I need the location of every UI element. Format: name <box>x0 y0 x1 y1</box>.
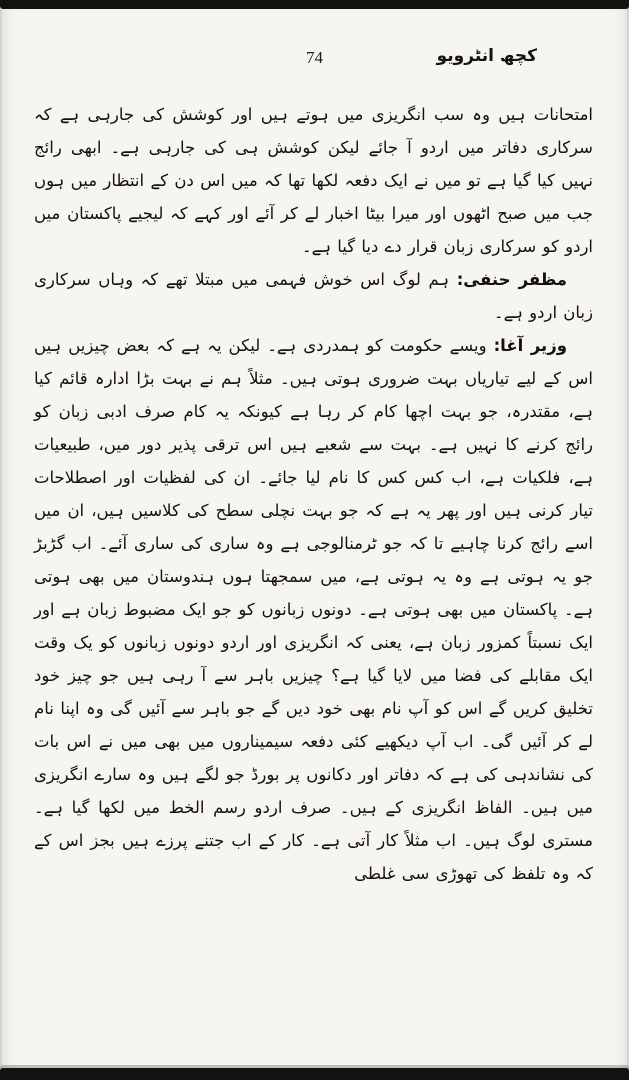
paragraph <box>34 263 593 329</box>
paragraph-text: امتحانات ہیں وہ سب انگریزی میں ہوتے ہیں اور کوشش کی جارہی ہے کہ سرکاری دفاتر میں اردو آ جائے لیکن کوشش ہی کی جارہی ہے۔ ابھی رائج نہیں کیا گیا ہے تو میں نے ایک دفعہ لکھا تھا کہ میں اس دن کے انتظار میں ہوں جب میں صبح اٹھوں اور میرا بیٹا اخبار لے کر آئے اور کہے کہ لیجیے پاکستان میں اردو کو سرکاری زبان قرار دے دیا گیا ہے۔ <box>34 105 593 256</box>
speaker-name: وزیر آغا: <box>493 336 567 355</box>
scan-edge-bottom <box>0 1068 629 1080</box>
book-title-urdu: کچھ انٹرویو <box>436 46 537 66</box>
paragraph-text: ویسے حکومت کو ہمدردی ہے۔ لیکن یہ ہے کہ بعض چیزیں ہیں اس کے لیے تیاریاں بہت ضروری ہوتی ہیں۔ مثلاً ہم نے بہت بڑا ادارہ قائم کیا ہے، مقتدرہ، جو بہت اچھا کام کر رہا ہے کیونکہ یہ کام صرف ادبی زبان کو رائج کرنے کا نہیں ہے۔ بہت سے شعبے ہیں اس ترقی پذیر دور میں، طبیعیات ہے، فلکیات ہے، اب کس کس کا نام لیا جائے۔ ان کی لفظیات اور اصطلاحات تیار کرنی ہیں اور پھر یہ ہے کہ جو بہت نچلی سطح کی کلاسیں ہیں، ان میں اسے رائج کرنا چاہیے تا کہ جو ٹرمنالوجی ہے وہ ساری کی ساری آئے۔ اب گڑبڑ جو یہ ہوتی ہے وہ یہ ہوتی ہے، میں سمجھتا ہوں ہندوستان میں بھی ہوتی ہے۔ پاکستان میں بھی ہوتی ہے۔ دونوں زبانوں کو جو ایک مضبوط زبان ہے اور ایک نسبتاً کمزور زبان ہے، یعنی کہ انگریزی اور اردو دونوں زبانوں کو یک وقت ایک مقابلے کی فضا میں لایا گیا ہے؟ چیزیں باہر سے آ رہی ہیں جو چیز خود تخلیق کریں گے اس کو آپ نام بھی خود دیں گے جو باہر سے آئیں گی وہ اپنا نام لے کر آئیں گی۔ اب آپ دیکھیے کئی دفعہ سیمیناروں میں بھی میں نے اس بات کی نشاندہی کی ہے کہ دفاتر اور دکانوں پر بورڈ جو لگے ہیں وہ سارے انگریزی میں ہیں۔ الفاظ انگریزی کے ہیں۔ صرف اردو رسم الخط میں لکھا گیا ہے۔ مستری لوگ ہیں۔ اب مثلاً کار آتی ہے۔ کار کے اب جتنے پرزے ہیں بجز اس کے کہ وہ تلفظ کی تھوڑی سی غلطی <box>34 336 593 883</box>
scan-edge-top <box>0 0 629 9</box>
paragraph-text: ہم لوگ اس خوش فہمی میں مبتلا تھے کہ وہاں سرکاری زبان اردو ہے۔ <box>34 270 593 322</box>
page-number: 74 <box>306 48 323 67</box>
speaker-name: مظفر حنفی: <box>456 270 568 289</box>
page-header <box>0 46 629 80</box>
paragraph <box>34 329 593 890</box>
page-body <box>0 80 629 890</box>
paragraph <box>34 98 593 263</box>
